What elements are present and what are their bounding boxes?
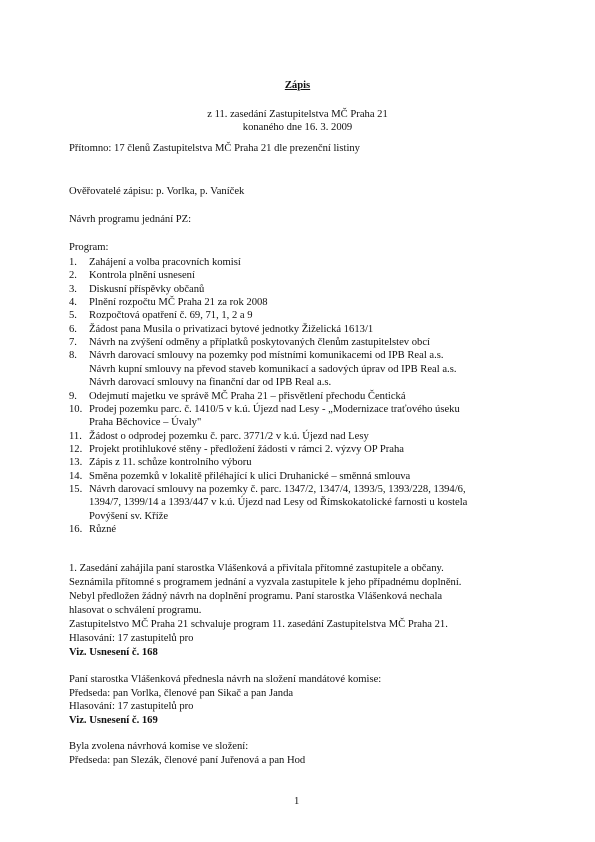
program-item-number: 9. [69,390,77,402]
program-item-number: 4. [69,297,77,309]
program-item-text: Návrh darovací smlouvy na pozemky pod místními komunikacemi od IPB Real a.s. [89,350,444,362]
attendance-line: Přítomno: 17 členů Zastupitelstva MČ Praha 21 dle prezenční listiny [69,143,360,154]
document-subtitle-2: konaného dne 16. 3. 2009 [242,122,353,133]
program-item-text: Návrh darovací smlouvy na finanční dar od IPB Real a.s. [89,377,332,389]
program-item-text: Rozpočtová opatření č. 69, 71, 1, 2 a 9 [89,310,253,322]
opening-paragraph-line: hlasovat o schválení programu. [69,605,202,616]
mandate-committee-line: Paní starostka Vlášenková přednesla návrh na složení mandátové komise: [69,674,382,685]
document-subtitle-1: z 11. zasedání Zastupitelstva MČ Praha 21 [207,109,388,120]
proposal-committee-line: Byla zvolena návrhová komise ve složení: [69,741,249,752]
program-item-text: Žádost o odprodej pozemku č. parc. 3771/2 v k.ú. Újezd nad Lesy [89,430,369,442]
proposal-committee-line: Předseda: pan Slezák, členové paní Juřenová a pan Hod [69,755,306,766]
program-item-number: 16. [69,524,83,535]
program-item-text: Prodej pozemku parc. č. 1410/5 v k.ú. Újezd nad Lesy - „Modernizace traťového úseku [89,403,460,415]
program-item-text: Povýšení sv. Kříže [89,510,169,522]
document-title: Zápis [284,80,311,91]
program-item-number: 14. [69,470,83,482]
opening-paragraph-line: Zastupitelstvo MČ Praha 21 schvaluje program 11. zasedání Zastupitelstva MČ Praha 21. [69,619,448,630]
program-item-text: Návrh kupní smlouvy na převod staveb komunikací a sadových úprav od IPB Real a.s. [89,363,457,375]
program-item-text: Kontrola plnění usnesení [89,270,195,282]
program-item-number: 10. [69,403,83,415]
program-item-number: 7. [69,337,77,349]
program-proposal-line: Návrh programu jednání PZ: [69,214,192,225]
program-item-number: 1. [69,257,77,268]
program-item-text: Zápis z 11. schůze kontrolního výboru [89,457,252,469]
opening-paragraph-line: Hlasování: 17 zastupitelů pro [69,633,194,644]
program-item-number: 13. [69,457,83,469]
program-item-number: 11. [69,430,82,442]
program-item-text: Praha Běchovice – Úvaly" [89,417,202,429]
program-item-text: Žádost pana Musila o privatizaci bytové jednotky Žiželická 1613/1 [89,323,374,335]
program-item-number: 15. [69,483,83,495]
page-number: 1 [294,796,300,807]
program-item-text: Směna pozemků v lokalitě přiléhající k ulici Druhanické – směnná smlouva [89,470,411,482]
program-item-number: 5. [69,310,77,322]
program-heading: Program: [69,242,109,253]
program-item-number: 2. [69,270,77,282]
verifiers-line: Ověřovatelé zápisu: p. Vorlka, p. Vaníček [69,186,245,197]
mandate-committee-line: Hlasování: 17 zastupitelů pro [69,701,194,713]
program-item-number: 8. [69,350,77,362]
opening-paragraph-line: 1. Zasedání zahájila paní starostka Vlášenková a přivítala přítomné zastupitele a občany. [69,563,444,574]
resolution-168: Viz. Usnesení č. 168 [69,647,158,658]
program-item-text: Různé [89,524,117,535]
program-item-text: Plnění rozpočtu MČ Praha 21 za rok 2008 [89,297,268,309]
mandate-committee-line: Předseda: pan Vorlka, členové pan Sikač a pan Janda [69,687,294,699]
program-item-text: Návrh darovací smlouvy na pozemky č. parc. 1347/2, 1347/4, 1393/5, 1393/228, 1394/6, [89,483,466,495]
program-item-number: 3. [69,283,77,295]
program-item-number: 12. [69,443,83,455]
program-item-text: 1394/7, 1399/14 a 1393/447 v k.ú. Újezd nad Lesy od Římskokatolické farnosti u kostela [89,497,468,509]
program-item-text: Zahájení a volba pracovních komisí [89,257,241,268]
program-item-text: Odejmutí majetku ve správě MČ Praha 21 – přisvětlení přechodu Čentická [89,390,406,402]
program-item-text: Návrh na zvýšení odměny a příplatků poskytovaných členům zastupitelstev obcí [89,337,430,349]
program-item-text: Diskusní příspěvky občanů [89,283,205,295]
opening-paragraph-line: Nebyl předložen žádný návrh na doplnění programu. Paní starostka Vlášenková nechala [69,591,443,602]
program-item-number: 6. [69,323,77,335]
program-item-text: Projekt protihlukové stěny - předložení žádosti v rámci 2. výzvy OP Praha [89,443,404,455]
opening-paragraph-line: Seznámila přítomné s programem jednání a vyzvala zastupitele k jeho případnému doplnění. [69,577,462,588]
resolution-169: Viz. Usnesení č. 169 [69,715,158,726]
